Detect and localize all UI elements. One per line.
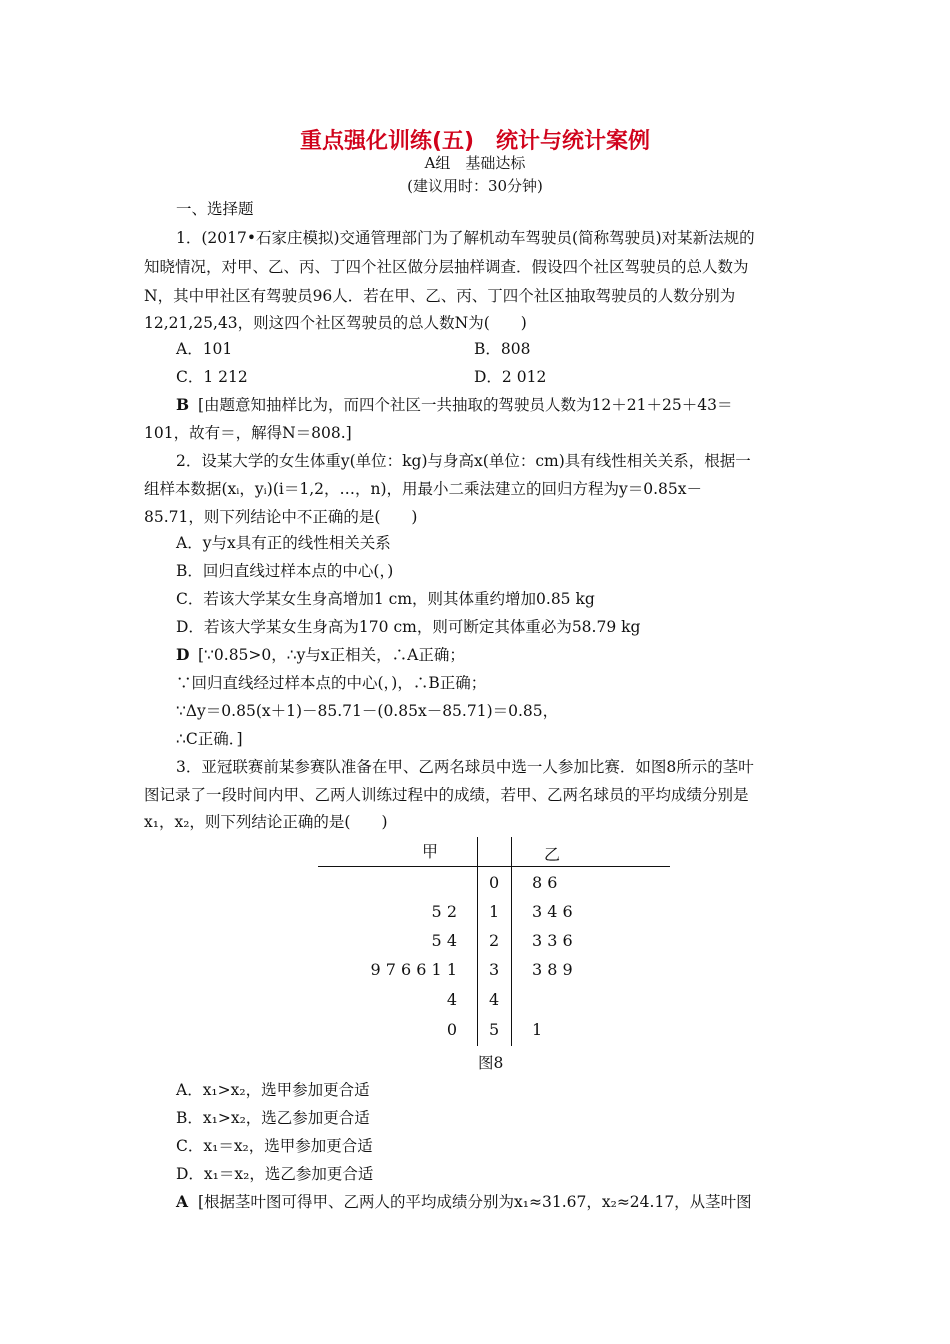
- plot-stem: 0: [489, 873, 500, 892]
- q3-option-d: D．x₁＝x₂，选乙参加更合适: [176, 1165, 374, 1183]
- plot-divider-right: [511, 837, 512, 1046]
- q2-line-2: 组样本数据(xᵢ，yᵢ)(i＝1,2，…，n)，用最小二乘法建立的回归方程为y＝0.85x－: [144, 480, 703, 498]
- plot-header-right: 乙: [544, 845, 561, 864]
- page-title: 重点强化训练(五) 统计与统计案例: [299, 129, 651, 154]
- q2-option-b: B．回归直线过样本点的中心(，): [176, 562, 394, 580]
- q1-line-3: N，其中甲社区有驾驶员96人．若在甲、乙、丙、丁四个社区抽取驾驶员的人数分别为: [144, 287, 736, 305]
- plot-stem: 2: [489, 931, 500, 950]
- plot-divider-left: [477, 837, 478, 1046]
- q1-option-d: D．2 012: [474, 368, 547, 386]
- plot-leaves-left: 5 2: [431, 902, 457, 921]
- q1-option-a: A．101: [176, 340, 233, 358]
- q3-line-3: x₁，x₂，则下列结论正确的是( ): [144, 813, 388, 831]
- q2-option-a: A．y与x具有正的线性相关关系: [176, 534, 391, 552]
- plot-stem: 1: [489, 902, 500, 921]
- plot-stem: 4: [489, 990, 500, 1009]
- q3-line-2: 图记录了一段时间内甲、乙两人训练过程中的成绩，若甲、乙两名球员的平均成绩分别是: [144, 786, 749, 804]
- plot-header-rule: [318, 866, 670, 867]
- q1-line-4: 12,21,25,43，则这四个社区驾驶员的总人数N为( ): [144, 314, 527, 332]
- figure-caption: 图8: [478, 1054, 504, 1072]
- q3-solution-1: [根据茎叶图可得甲、乙两人的平均成绩分别为x₁≈31.67，x₂≈24.17，从茎叶图: [198, 1193, 752, 1211]
- q2-solution-4: ∴C正确．]: [176, 730, 243, 748]
- q1-solution-2: 101，故有＝，解得N＝808.]: [144, 424, 352, 442]
- q2-option-c: C．若该大学某女生身高增加1 cm，则其体重约增加0.85 kg: [176, 590, 595, 608]
- plot-leaves-right: 1: [532, 1020, 543, 1039]
- q1-line-1: 1．(2017•石家庄模拟)交通管理部门为了解机动车驾驶员(简称驾驶员)对某新法规的: [176, 229, 755, 247]
- q2-line-3: 85.71，则下列结论中不正确的是( ): [144, 508, 418, 526]
- q3-line-1: 3．亚冠联赛前某参赛队准备在甲、乙两名球员中选一人参加比赛．如图8所示的茎叶: [176, 758, 754, 776]
- q1-answer: B: [176, 395, 190, 414]
- plot-leaves-right: 3 8 9: [532, 960, 573, 979]
- plot-leaves-right: 3 3 6: [532, 931, 573, 950]
- group-label: A组 基础达标: [424, 154, 526, 172]
- q3-answer: A: [176, 1192, 189, 1211]
- plot-leaves-left: 5 4: [431, 931, 457, 950]
- q1-option-c: C．1 212: [176, 368, 248, 386]
- plot-leaves-left: 0: [446, 1020, 457, 1039]
- plot-leaves-left: 4: [446, 990, 457, 1009]
- plot-stem: 3: [489, 960, 500, 979]
- q2-line-1: 2．设某大学的女生体重y(单位：kg)与身高x(单位：cm)具有线性相关关系，根据一: [176, 452, 751, 470]
- plot-leaves-right: 3 4 6: [532, 902, 573, 921]
- q3-option-b: B．x₁>x₂，选乙参加更合适: [176, 1109, 370, 1127]
- q2-solution-2: ∵回归直线经过样本点的中心(，)，∴B正确；: [176, 674, 487, 692]
- plot-header-left: 甲: [422, 842, 439, 861]
- q2-option-d: D．若该大学某女生身高为170 cm，则可断定其体重必为58.79 kg: [176, 618, 641, 636]
- q3-option-c: C．x₁＝x₂，选甲参加更合适: [176, 1137, 373, 1155]
- plot-leaves-left: 9 7 6 6 1 1: [370, 960, 457, 979]
- section-heading: 一、选择题: [176, 200, 254, 218]
- plot-leaves-right: 8 6: [532, 873, 558, 892]
- time-hint: (建议用时：30分钟): [407, 177, 543, 195]
- plot-stem: 5: [489, 1020, 500, 1039]
- q1-option-b: B．808: [474, 340, 531, 358]
- q3-option-a: A．x₁>x₂，选甲参加更合适: [176, 1081, 370, 1099]
- q2-solution-1: [∵0.85>0，∴y与x正相关，∴A正确；: [198, 646, 465, 664]
- q1-solution-1: [由题意知抽样比为，而四个社区一共抽取的驾驶员人数为12＋21＋25＋43＝: [198, 396, 733, 414]
- q2-solution-3: ∵Δy＝0.85(x＋1)－85.71－(0.85x－85.71)＝0.85，: [176, 702, 559, 720]
- q2-answer: D: [176, 645, 190, 664]
- q1-line-2: 知晓情况，对甲、乙、丙、丁四个社区做分层抽样调查．假设四个社区驾驶员的总人数为: [144, 258, 749, 276]
